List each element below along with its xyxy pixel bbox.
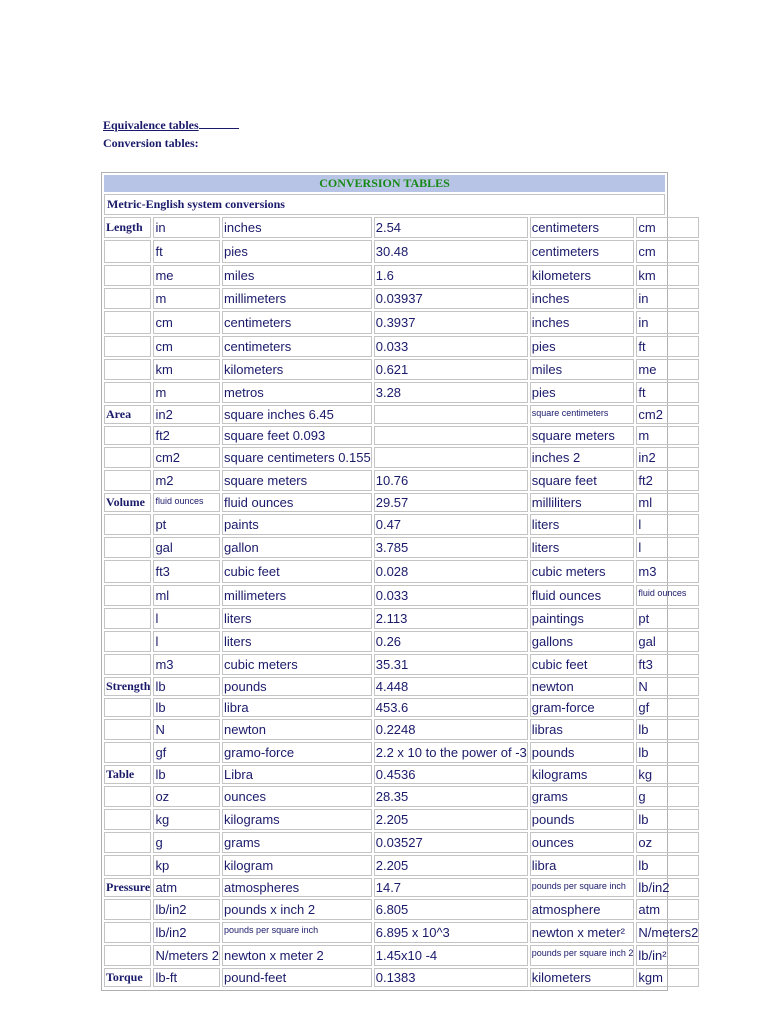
table-cell: lb bbox=[636, 719, 699, 740]
table-row bbox=[104, 537, 699, 558]
table-cell: lb bbox=[153, 677, 220, 696]
table-cell: 0.03937 bbox=[374, 288, 528, 309]
table-cell: l bbox=[153, 631, 220, 652]
table-cell: m3 bbox=[636, 560, 699, 583]
table-row bbox=[104, 654, 699, 675]
conversion-table-frame bbox=[101, 172, 699, 991]
table-cell: kilometers bbox=[530, 968, 635, 987]
category-cell: Volume bbox=[104, 493, 151, 512]
category-cell bbox=[104, 447, 151, 468]
table-cell: pies bbox=[222, 240, 372, 263]
table-cell: 1.6 bbox=[374, 265, 528, 286]
table-cell: lb bbox=[636, 855, 699, 876]
table-cell: inches bbox=[222, 217, 372, 238]
table-row bbox=[104, 514, 699, 535]
table-cell: 2.54 bbox=[374, 217, 528, 238]
table-cell: newton bbox=[222, 719, 372, 740]
table-cell: atm bbox=[636, 899, 699, 920]
category-cell: Torque bbox=[104, 968, 151, 987]
table-row bbox=[104, 742, 699, 763]
table-cell: ft2 bbox=[636, 470, 699, 491]
table-subtitle: Metric-English system conversions bbox=[104, 194, 665, 215]
table-cell: fluid ounces bbox=[222, 493, 372, 512]
table-cell: kilometers bbox=[222, 359, 372, 380]
table-row bbox=[104, 945, 699, 966]
table-cell: atmosphere bbox=[530, 899, 635, 920]
category-cell: Strength bbox=[104, 677, 151, 696]
table-row bbox=[104, 765, 699, 784]
table-cell: pounds per square inch bbox=[530, 878, 635, 897]
category-cell bbox=[104, 899, 151, 920]
table-cell: kilometers bbox=[530, 265, 635, 286]
category-cell bbox=[104, 654, 151, 675]
table-cell: square meters bbox=[530, 426, 635, 445]
table-cell: 0.4536 bbox=[374, 765, 528, 784]
table-cell: kilograms bbox=[222, 809, 372, 830]
table-row bbox=[104, 968, 699, 987]
table-row bbox=[104, 240, 699, 263]
table-cell: milliliters bbox=[530, 493, 635, 512]
table-row bbox=[104, 217, 699, 238]
equivalence-tables-link[interactable]: Equivalence tables bbox=[103, 116, 239, 134]
table-cell: paintings bbox=[530, 608, 635, 629]
table-cell: square feet 0.093 bbox=[222, 426, 372, 445]
table-row bbox=[104, 878, 699, 897]
category-cell bbox=[104, 426, 151, 445]
table-cell: lb-ft bbox=[153, 968, 220, 987]
table-cell: cubic meters bbox=[222, 654, 372, 675]
table-cell: 35.31 bbox=[374, 654, 528, 675]
table-cell: gf bbox=[153, 742, 220, 763]
table-cell: ft bbox=[636, 336, 699, 357]
table-cell: gal bbox=[636, 631, 699, 652]
table-cell bbox=[374, 405, 528, 424]
category-cell bbox=[104, 809, 151, 830]
table-cell: oz bbox=[153, 786, 220, 807]
table-cell: l bbox=[636, 514, 699, 535]
table-cell: 0.47 bbox=[374, 514, 528, 535]
table-cell: liters bbox=[222, 608, 372, 629]
table-cell: 14.7 bbox=[374, 878, 528, 897]
table-cell: square meters bbox=[222, 470, 372, 491]
category-cell bbox=[104, 855, 151, 876]
table-cell: newton x meter² bbox=[530, 922, 635, 943]
table-cell: atmospheres bbox=[222, 878, 372, 897]
table-cell: kg bbox=[636, 765, 699, 784]
table-cell: kgm bbox=[636, 968, 699, 987]
table-cell: grams bbox=[222, 832, 372, 853]
table-cell: 3.28 bbox=[374, 382, 528, 403]
table-cell: lb/in² bbox=[636, 945, 699, 966]
table-row bbox=[104, 585, 699, 606]
table-cell: ft bbox=[636, 382, 699, 403]
table-cell: grams bbox=[530, 786, 635, 807]
table-cell: cm bbox=[153, 336, 220, 357]
category-cell bbox=[104, 265, 151, 286]
table-cell: inches bbox=[530, 311, 635, 334]
table-cell: pounds x inch 2 bbox=[222, 899, 372, 920]
table-cell: me bbox=[636, 359, 699, 380]
table-cell: 0.621 bbox=[374, 359, 528, 380]
table-row bbox=[104, 608, 699, 629]
table-cell: inches 2 bbox=[530, 447, 635, 468]
table-cell: km bbox=[153, 359, 220, 380]
table-row bbox=[104, 922, 699, 943]
table-cell: lb/in2 bbox=[636, 878, 699, 897]
table-cell: millimeters bbox=[222, 288, 372, 309]
table-cell: in2 bbox=[153, 405, 220, 424]
table-cell: 0.03527 bbox=[374, 832, 528, 853]
table-cell: lb bbox=[636, 809, 699, 830]
table-row bbox=[104, 336, 699, 357]
table-cell: pounds per square inch bbox=[222, 922, 372, 943]
table-cell: 0.033 bbox=[374, 336, 528, 357]
table-cell: ml bbox=[636, 493, 699, 512]
table-cell: libra bbox=[530, 855, 635, 876]
table-cell: cm bbox=[636, 217, 699, 238]
table-row bbox=[104, 447, 699, 468]
table-cell: newton x meter 2 bbox=[222, 945, 372, 966]
table-cell: inches bbox=[530, 288, 635, 309]
table-cell bbox=[374, 426, 528, 445]
category-cell bbox=[104, 537, 151, 558]
table-cell: me bbox=[153, 265, 220, 286]
link-group bbox=[103, 116, 239, 152]
table-cell: 0.033 bbox=[374, 585, 528, 606]
table-cell: lb bbox=[636, 742, 699, 763]
table-cell: l bbox=[636, 537, 699, 558]
table-cell: oz bbox=[636, 832, 699, 853]
table-cell: square centimeters 0.155 bbox=[222, 447, 372, 468]
table-cell: 1.45x10 -4 bbox=[374, 945, 528, 966]
table-cell: ml bbox=[153, 585, 220, 606]
table-cell: lb/in2 bbox=[153, 922, 220, 943]
category-cell bbox=[104, 698, 151, 717]
table-row bbox=[104, 288, 699, 309]
table-cell: Libra bbox=[222, 765, 372, 784]
table-cell: 10.76 bbox=[374, 470, 528, 491]
table-cell: l bbox=[153, 608, 220, 629]
table-cell: pound-feet bbox=[222, 968, 372, 987]
table-row bbox=[104, 405, 699, 424]
table-cell: centimeters bbox=[530, 240, 635, 263]
category-cell bbox=[104, 719, 151, 740]
table-row bbox=[104, 855, 699, 876]
table-cell: gram-force bbox=[530, 698, 635, 717]
table-cell: pounds bbox=[530, 742, 635, 763]
table-cell: pounds bbox=[222, 677, 372, 696]
table-cell: in bbox=[153, 217, 220, 238]
table-cell: ft bbox=[153, 240, 220, 263]
table-cell: ounces bbox=[222, 786, 372, 807]
table-cell: 2.2 x 10 to the power of -3 bbox=[374, 742, 528, 763]
table-cell: g bbox=[153, 832, 220, 853]
table-row bbox=[104, 426, 699, 445]
table-cell: fluid ounces bbox=[153, 493, 220, 512]
table-cell: liters bbox=[530, 537, 635, 558]
table-cell: cm bbox=[153, 311, 220, 334]
table-cell: lb/in2 bbox=[153, 899, 220, 920]
table-cell: paints bbox=[222, 514, 372, 535]
category-cell bbox=[104, 382, 151, 403]
table-cell: miles bbox=[530, 359, 635, 380]
category-cell bbox=[104, 359, 151, 380]
table-cell: cubic meters bbox=[530, 560, 635, 583]
table-cell: 28.35 bbox=[374, 786, 528, 807]
table-cell: centimeters bbox=[530, 217, 635, 238]
table-cell: 6.895 x 10^3 bbox=[374, 922, 528, 943]
table-cell: pounds per square inch 2 bbox=[530, 945, 635, 966]
table-cell: km bbox=[636, 265, 699, 286]
category-cell bbox=[104, 585, 151, 606]
table-cell: pt bbox=[153, 514, 220, 535]
table-cell: cm2 bbox=[153, 447, 220, 468]
table-row bbox=[104, 786, 699, 807]
table-cell: kilogram bbox=[222, 855, 372, 876]
table-cell: 0.3937 bbox=[374, 311, 528, 334]
table-cell: square centimeters bbox=[530, 405, 635, 424]
table-cell: millimeters bbox=[222, 585, 372, 606]
table-cell: 2.205 bbox=[374, 855, 528, 876]
table-cell: kp bbox=[153, 855, 220, 876]
category-cell bbox=[104, 945, 151, 966]
table-cell: fluid ounces bbox=[636, 585, 699, 606]
table-cell: pies bbox=[530, 336, 635, 357]
table-cell: ounces bbox=[530, 832, 635, 853]
category-cell bbox=[104, 631, 151, 652]
table-cell: gal bbox=[153, 537, 220, 558]
table-cell: square inches 6.45 bbox=[222, 405, 372, 424]
category-cell: Pressure bbox=[104, 878, 151, 897]
conversion-tables-label: Conversion tables: bbox=[103, 136, 199, 150]
table-cell: gramo-force bbox=[222, 742, 372, 763]
table-row bbox=[104, 719, 699, 740]
table-cell: 2.113 bbox=[374, 608, 528, 629]
table-cell: centimeters bbox=[222, 336, 372, 357]
table-row bbox=[104, 560, 699, 583]
category-cell bbox=[104, 742, 151, 763]
category-cell bbox=[104, 240, 151, 263]
table-cell: cm bbox=[636, 240, 699, 263]
table-cell: pt bbox=[636, 608, 699, 629]
category-cell bbox=[104, 786, 151, 807]
table-cell: 3.785 bbox=[374, 537, 528, 558]
table-cell: gallons bbox=[530, 631, 635, 652]
table-cell: m2 bbox=[153, 470, 220, 491]
category-cell bbox=[104, 288, 151, 309]
table-cell: N/meters2 bbox=[636, 922, 699, 943]
category-cell: Area bbox=[104, 405, 151, 424]
table-cell: 0.028 bbox=[374, 560, 528, 583]
table-cell: atm bbox=[153, 878, 220, 897]
table-cell: N bbox=[153, 719, 220, 740]
table-cell: pies bbox=[530, 382, 635, 403]
category-cell bbox=[104, 336, 151, 357]
table-cell: gf bbox=[636, 698, 699, 717]
conversion-table bbox=[102, 215, 701, 989]
table-cell: g bbox=[636, 786, 699, 807]
table-row bbox=[104, 311, 699, 334]
table-cell: ft3 bbox=[153, 560, 220, 583]
table-cell: gallon bbox=[222, 537, 372, 558]
table-title: CONVERSION TABLES bbox=[104, 175, 665, 192]
table-cell: centimeters bbox=[222, 311, 372, 334]
table-row bbox=[104, 493, 699, 512]
category-cell: Length bbox=[104, 217, 151, 238]
table-row bbox=[104, 809, 699, 830]
table-cell: miles bbox=[222, 265, 372, 286]
category-cell bbox=[104, 470, 151, 491]
table-cell: in bbox=[636, 288, 699, 309]
table-cell: pounds bbox=[530, 809, 635, 830]
table-cell: kg bbox=[153, 809, 220, 830]
table-cell: m3 bbox=[153, 654, 220, 675]
table-cell: ft2 bbox=[153, 426, 220, 445]
table-cell: 4.448 bbox=[374, 677, 528, 696]
table-row bbox=[104, 382, 699, 403]
table-cell: N/meters 2 bbox=[153, 945, 220, 966]
table-cell: 30.48 bbox=[374, 240, 528, 263]
table-cell: kilograms bbox=[530, 765, 635, 784]
table-cell: libra bbox=[222, 698, 372, 717]
table-cell: N bbox=[636, 677, 699, 696]
table-cell: lb bbox=[153, 765, 220, 784]
category-cell bbox=[104, 832, 151, 853]
table-cell: liters bbox=[222, 631, 372, 652]
table-cell: in bbox=[636, 311, 699, 334]
category-cell bbox=[104, 608, 151, 629]
table-cell: libras bbox=[530, 719, 635, 740]
table-cell: m bbox=[153, 382, 220, 403]
table-row bbox=[104, 899, 699, 920]
category-cell bbox=[104, 560, 151, 583]
table-cell: 29.57 bbox=[374, 493, 528, 512]
category-cell: Table bbox=[104, 765, 151, 784]
table-row bbox=[104, 470, 699, 491]
table-cell: metros bbox=[222, 382, 372, 403]
table-row bbox=[104, 631, 699, 652]
table-cell: fluid ounces bbox=[530, 585, 635, 606]
table-cell: in2 bbox=[636, 447, 699, 468]
table-cell: 453.6 bbox=[374, 698, 528, 717]
category-cell bbox=[104, 311, 151, 334]
table-row bbox=[104, 832, 699, 853]
table-cell bbox=[374, 447, 528, 468]
table-cell: m bbox=[636, 426, 699, 445]
table-row bbox=[104, 698, 699, 717]
table-row bbox=[104, 265, 699, 286]
table-cell: lb bbox=[153, 698, 220, 717]
table-cell: cm2 bbox=[636, 405, 699, 424]
table-cell: cubic feet bbox=[222, 560, 372, 583]
table-cell: 0.2248 bbox=[374, 719, 528, 740]
category-cell bbox=[104, 514, 151, 535]
table-cell: newton bbox=[530, 677, 635, 696]
table-cell: 0.1383 bbox=[374, 968, 528, 987]
table-cell: 0.26 bbox=[374, 631, 528, 652]
table-row bbox=[104, 359, 699, 380]
table-cell: cubic feet bbox=[530, 654, 635, 675]
table-cell: m bbox=[153, 288, 220, 309]
category-cell bbox=[104, 922, 151, 943]
table-cell: 2.205 bbox=[374, 809, 528, 830]
table-cell: 6.805 bbox=[374, 899, 528, 920]
table-cell: square feet bbox=[530, 470, 635, 491]
table-row bbox=[104, 677, 699, 696]
table-cell: ft3 bbox=[636, 654, 699, 675]
table-cell: liters bbox=[530, 514, 635, 535]
